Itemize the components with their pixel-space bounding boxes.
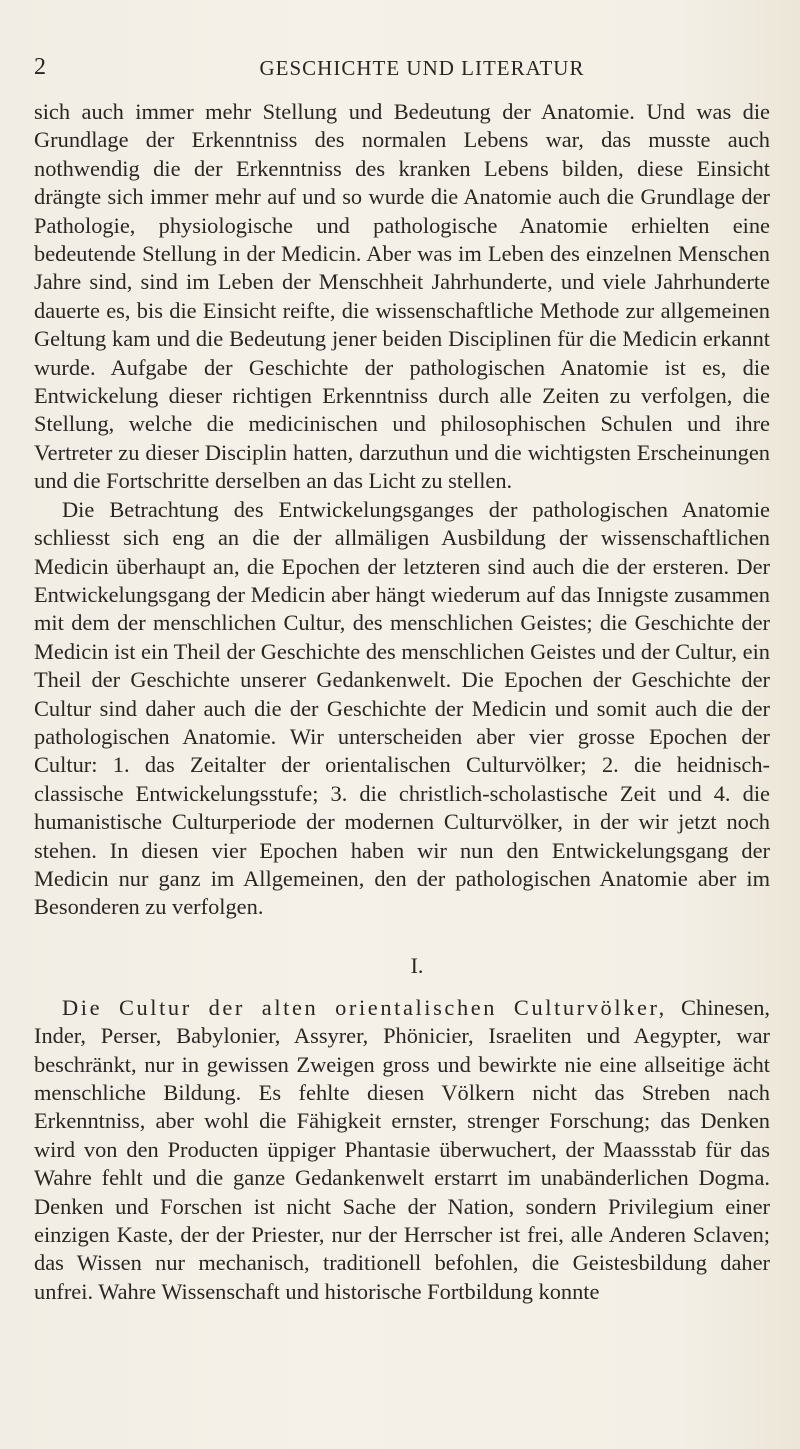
running-head: GESCHICHTE UND LITERATUR — [259, 56, 585, 80]
body-text — [34, 98, 770, 1306]
page-number: 2 — [34, 54, 46, 80]
section-number: I. — [410, 952, 424, 978]
section-paragraph — [34, 994, 770, 1306]
section-text: Chinesen, Inder, Perser, Babylonier, Assyrer, Phönicier, Israeliten und Aegypter, war beschränkt, nur in gewissen Zweigen gross und bewirkte nie eine allseitige ächt menschliche Bildung. Es fehlte diesen Völkern nicht das Streben nach Erkenntniss, aber wohl die Fähigkeit ernster, strenger Forschung; das Denken wird von den Producten üppiger Phantasie überwuchert, der Maassstab für das Wahre fehlt und die ganze Gedankenwelt erstarrt im unabänderlichen Dogma. Denken und Forschen ist nicht Sache der Nation, sondern Privilegium einer einzigen Kaste, der der Priester, nur der Herrscher ist frei, alle Anderen Sclaven; das Wissen nur mechanisch, traditionell befohlen, die Geistesbildung daher unfrei. Wahre Wissenschaft und historische Fortbildung konnte — [34, 994, 770, 1304]
page-header — [34, 52, 770, 82]
paragraph-1: sich auch immer mehr Stellung und Bedeutung der Anatomie. Und was die Grundlage der Erkenntniss des normalen Lebens war, das musste auch nothwendig die der Erkenntniss des kranken Lebens bilden, diese Einsicht drängte sich immer mehr auf und so wurde die Anatomie auch die Grundlage der Pathologie, physiologische und pathologische Anatomie erhielten eine bedeutende Stellung in der Medicin. Aber was im Leben des einzelnen Menschen Jahre sind, sind im Leben der Menschheit Jahrhunderte, und viele Jahrhunderte dauerte es, bis die Einsicht reifte, die wissenschaftliche Methode zur allgemeinen Geltung kam und die Bedeutung jener beiden Disciplinen für die Medicin erkannt wurde. Aufgabe der Geschichte der pathologischen Anatomie ist es, die Entwickelung dieser richtigen Erkenntniss durch alle Zeiten zu verfolgen, die Stellung, welche die medicinischen und philosophischen Schulen und ihre Vertreter zu dieser Disciplin hatten, darzuthun und die wichtigsten Erscheinungen und die Fortschritte derselben an das Licht zu stellen. — [34, 99, 770, 494]
section-heading-spaced: Die Cultur der alten orientalischen Culturvölker, — [62, 994, 667, 1020]
paragraph-2: Die Betrachtung des Entwickelungsganges der pathologischen Anatomie schliesst sich eng an die der allmäligen Ausbildung der wissenschaftlichen Medicin überhaupt an, die Epochen der letzteren sind auch die der ersteren. Der Entwickelungsgang der Medicin aber hängt wiederum auf das Innigste zusammen mit dem der menschlichen Cultur, des menschlichen Geistes; die Geschichte der Medicin ist ein Theil der Geschichte des menschlichen Geistes und der Cultur, ein Theil der Geschichte unserer Gedankenwelt. Die Epochen der Geschichte der Cultur sind daher auch die der Geschichte der Medicin und somit auch die der pathologischen Anatomie. Wir unterscheiden aber vier grosse Epochen der Cultur: 1. das Zeitalter der orientalischen Culturvölker; 2. die heidnisch-classische Entwickelungsstufe; 3. die christlich-scholastische Zeit und 4. die humanistische Culturperiode der modernen Culturvölker, in der wir jetzt noch stehen. In diesen vier Epochen haben wir nun den Entwickelungsgang der Medicin nur ganz im Allgemeinen, den der pathologischen Anatomie aber im Besonderen zu verfolgen. — [34, 496, 770, 920]
